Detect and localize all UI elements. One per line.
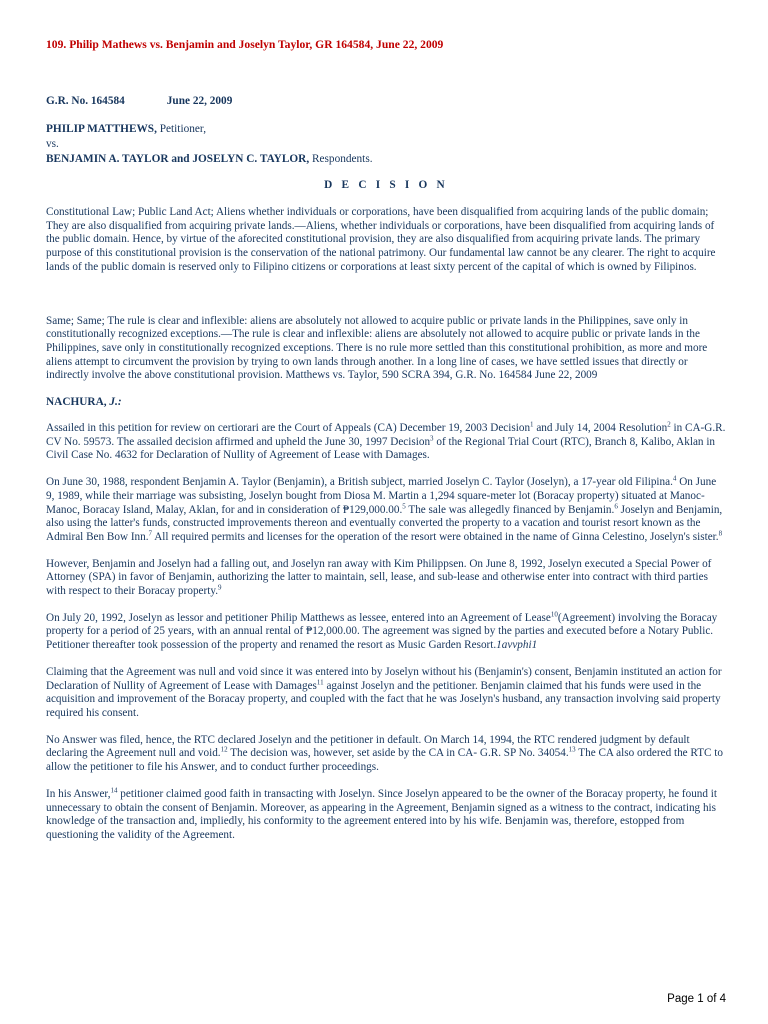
text-run: in CA-G.R. CV No. 59573. The assailed decision affirmed and upheld the June 30, 1997 Decision <box>46 422 726 448</box>
ponente-name: NACHURA, <box>46 396 110 409</box>
watermark-text: 1avvphi1 <box>496 639 538 652</box>
document-title: 109. Philip Mathews vs. Benjamin and Joselyn Taylor, GR 164584, June 22, 2009 <box>46 38 444 51</box>
syllabus-paragraph-1: Constitutional Law; Public Land Act; Aliens whether individuals or corporations, have been disqualified from acquiring lands of the public domain; They are also disqualified from acquiring private lands.—Aliens, whether individuals or corporations, have been disqualified from acquiring lands of the public domain. Hence, by virtue of the aforecited constitutional provision, they are also disqualified from acquiring private lands. The primary purpose of this constitutional provision is the conservation of the national patrimony. Our fundamental law cannot be any clearer. The right to acquire lands of the public domain is reserved only to Filipino citizens or corporations at least sixty percent of the capital of which is owned by Filipinos. <box>46 206 716 273</box>
page-number: Page 1 of 4 <box>667 993 726 1005</box>
case-number-line <box>46 94 726 109</box>
text-run: The CA also ordered the RTC to allow the petitioner to file his Answer, and to conduct further proceedings. <box>46 747 724 774</box>
respondents-name: BENJAMIN A. TAYLOR and JOSELYN C. TAYLOR, <box>46 153 310 165</box>
text-run: petitioner claimed good faith in transacting with Joselyn. Since Joselyn appeared to be the owner of the Boracay property, he found it unnecessary to obtain the consent of Benjamin. Moreover, as appearing in the Agreement, Benjamin signed as a witness to the contract, indicating his knowledge of the transaction and, impliedly, his conformity to the agreement entered into by his wife. Benjamin was, therefore, estopped from questioning the validity of the Agreement. <box>46 787 717 841</box>
respondents-line <box>46 152 726 167</box>
footnote-ref: 5 <box>402 501 406 510</box>
ponente <box>46 396 726 408</box>
gr-number: G.R. No. 164584 <box>46 95 125 107</box>
text-run: against Joselyn and the petitioner. Benjamin claimed that his funds were used in the acquisition and improvement of the Boracay property, and coupled with the fact that he was Joselyn's husband, any transaction involving said property required his consent. <box>46 679 721 719</box>
text-run: Claiming that the Agreement was null and void since it was entered into by Joselyn without his (Benjamin's) consent, Benjamin instituted an action for Declaration of Nullity of Agreement of Lease with Damages <box>46 665 722 692</box>
text-run: However, Benjamin and Joselyn had a falling out, and Joselyn ran away with Kim Philippsen. On June 8, 1992, Joselyn executed a Special Power of Attorney (SPA) in favor of Benjamin, authorizing the latter to maintain, sell, lease, and sub-lease and otherwise enter into contract with third parties with respect to their Boracay property. <box>46 557 712 598</box>
text-run: and July 14, 2004 Resolution <box>533 422 668 435</box>
petitioner-role: Petitioner, <box>156 123 207 135</box>
petitioner-name: PHILIP MATTHEWS, <box>46 123 157 135</box>
body-paragraph-6 <box>46 734 726 775</box>
text-run: No Answer was filed, hence, the RTC declared Joselyn and the petitioner in default. On March 14, 1994, the RTC rendered judgment by default declaring the Agreement null and void. <box>46 733 690 760</box>
footnote-ref: 9 <box>218 583 222 592</box>
petitioner-line <box>46 122 726 137</box>
footnote-ref: 8 <box>718 529 723 538</box>
ponente-title: J.: <box>109 396 122 409</box>
footnote-ref: 2 <box>667 420 671 429</box>
text-run: Joselyn and Benjamin, also using the latter's funds, constructed improvements thereon and eventually converted the property to a vacation and tourist resort known as the Admiral Ben Bow Inn. <box>46 503 723 543</box>
text-run: The decision was, however, set aside by the CA in CA- G.R. SP No. 34054. <box>227 747 569 760</box>
text-run: of the Regional Trial Court (RTC), Branch 8, Kalibo, Aklan in Civil Case No. 4632 for Declaration of Nullity of Agreement of Lease with Damages. <box>46 435 716 462</box>
body-paragraph-2 <box>46 476 726 545</box>
syllabus-paragraph-2: Same; Same; The rule is clear and inflexible: aliens are absolutely not allowed to acquire public or private lands in the Philippines, save only in constitutionally recognized exceptions.—The rule is clear and inflexible: aliens are absolutely not allowed to acquire public or private lands in the Philippines, save only in constitutionally recognized exceptions. There is no rule more settled than this constitutional prohibition, as more and more aliens attempt to circumvent the provision by trying to own lands through another. In a long line of cases, we have settled issues that directly or indirectly involve the above constitutional provision. Matthews vs. Taylor, 590 SCRA 394, G.R. No. 164584 June 22, 2009 <box>46 314 708 382</box>
footnote-ref: 6 <box>614 501 618 510</box>
decision-heading: D E C I S I O N <box>324 179 448 191</box>
body-paragraph-5 <box>46 666 726 721</box>
footnote-ref: 14 <box>110 786 118 795</box>
text-run: (Agreement) involving the Boracay property for a period of 25 years, with an annual rental of ₱12,000.00. The agreement was signed by the parties and executed before a Notary Public. Petitioner thereafter took possession of the property and renamed the resort as Music Garden Resort. <box>46 611 718 652</box>
footnote-ref: 3 <box>430 434 434 442</box>
decision-date: June 22, 2009 <box>166 95 233 107</box>
respondents-role: Respondents. <box>309 153 373 165</box>
text-run: On July 20, 1992, Joselyn as lessor and petitioner Philip Matthews as lessee, entered into an Agreement of Lease <box>46 611 551 624</box>
footnote-ref: 11 <box>316 677 324 686</box>
footnote-ref: 1 <box>530 420 534 429</box>
case-parties <box>46 122 726 167</box>
body-paragraph-4 <box>46 612 726 653</box>
body-paragraph-7 <box>46 788 726 843</box>
body-paragraph-3 <box>46 558 726 599</box>
text-run: The sale was allegedly financed by Benjamin. <box>405 503 615 516</box>
text-run: All required permits and licenses for the operation of the resort were obtained in the name of Ginna Celestino, Joselyn's sister. <box>152 530 719 543</box>
text-run: Assailed in this petition for review on certiorari are the Court of Appeals (CA) December 19, 2003 Decision <box>46 422 531 435</box>
footnote-ref: 13 <box>568 745 576 754</box>
text-run: In his Answer, <box>46 787 111 800</box>
versus-line: vs. <box>46 138 59 150</box>
text-run: On June 9, 1989, while their marriage was subsisting, Joselyn bought from Diosa M. Martin a 1,294 square-meter lot (Boracay property) situated at Manoc-Manoc, Boracay Island, Malay, Aklan, for and in consideration of ₱129,000.00. <box>46 476 717 516</box>
footnote-ref: 7 <box>148 529 153 538</box>
footnote-ref: 12 <box>220 745 228 754</box>
body-paragraph-1 <box>46 422 726 463</box>
footnote-ref: 10 <box>550 610 558 619</box>
text-run: On June 30, 1988, respondent Benjamin A. Taylor (Benjamin), a British subject, married Joselyn C. Taylor (Joselyn), a 17-year old Filipina. <box>46 476 673 489</box>
footnote-ref: 4 <box>672 474 677 483</box>
